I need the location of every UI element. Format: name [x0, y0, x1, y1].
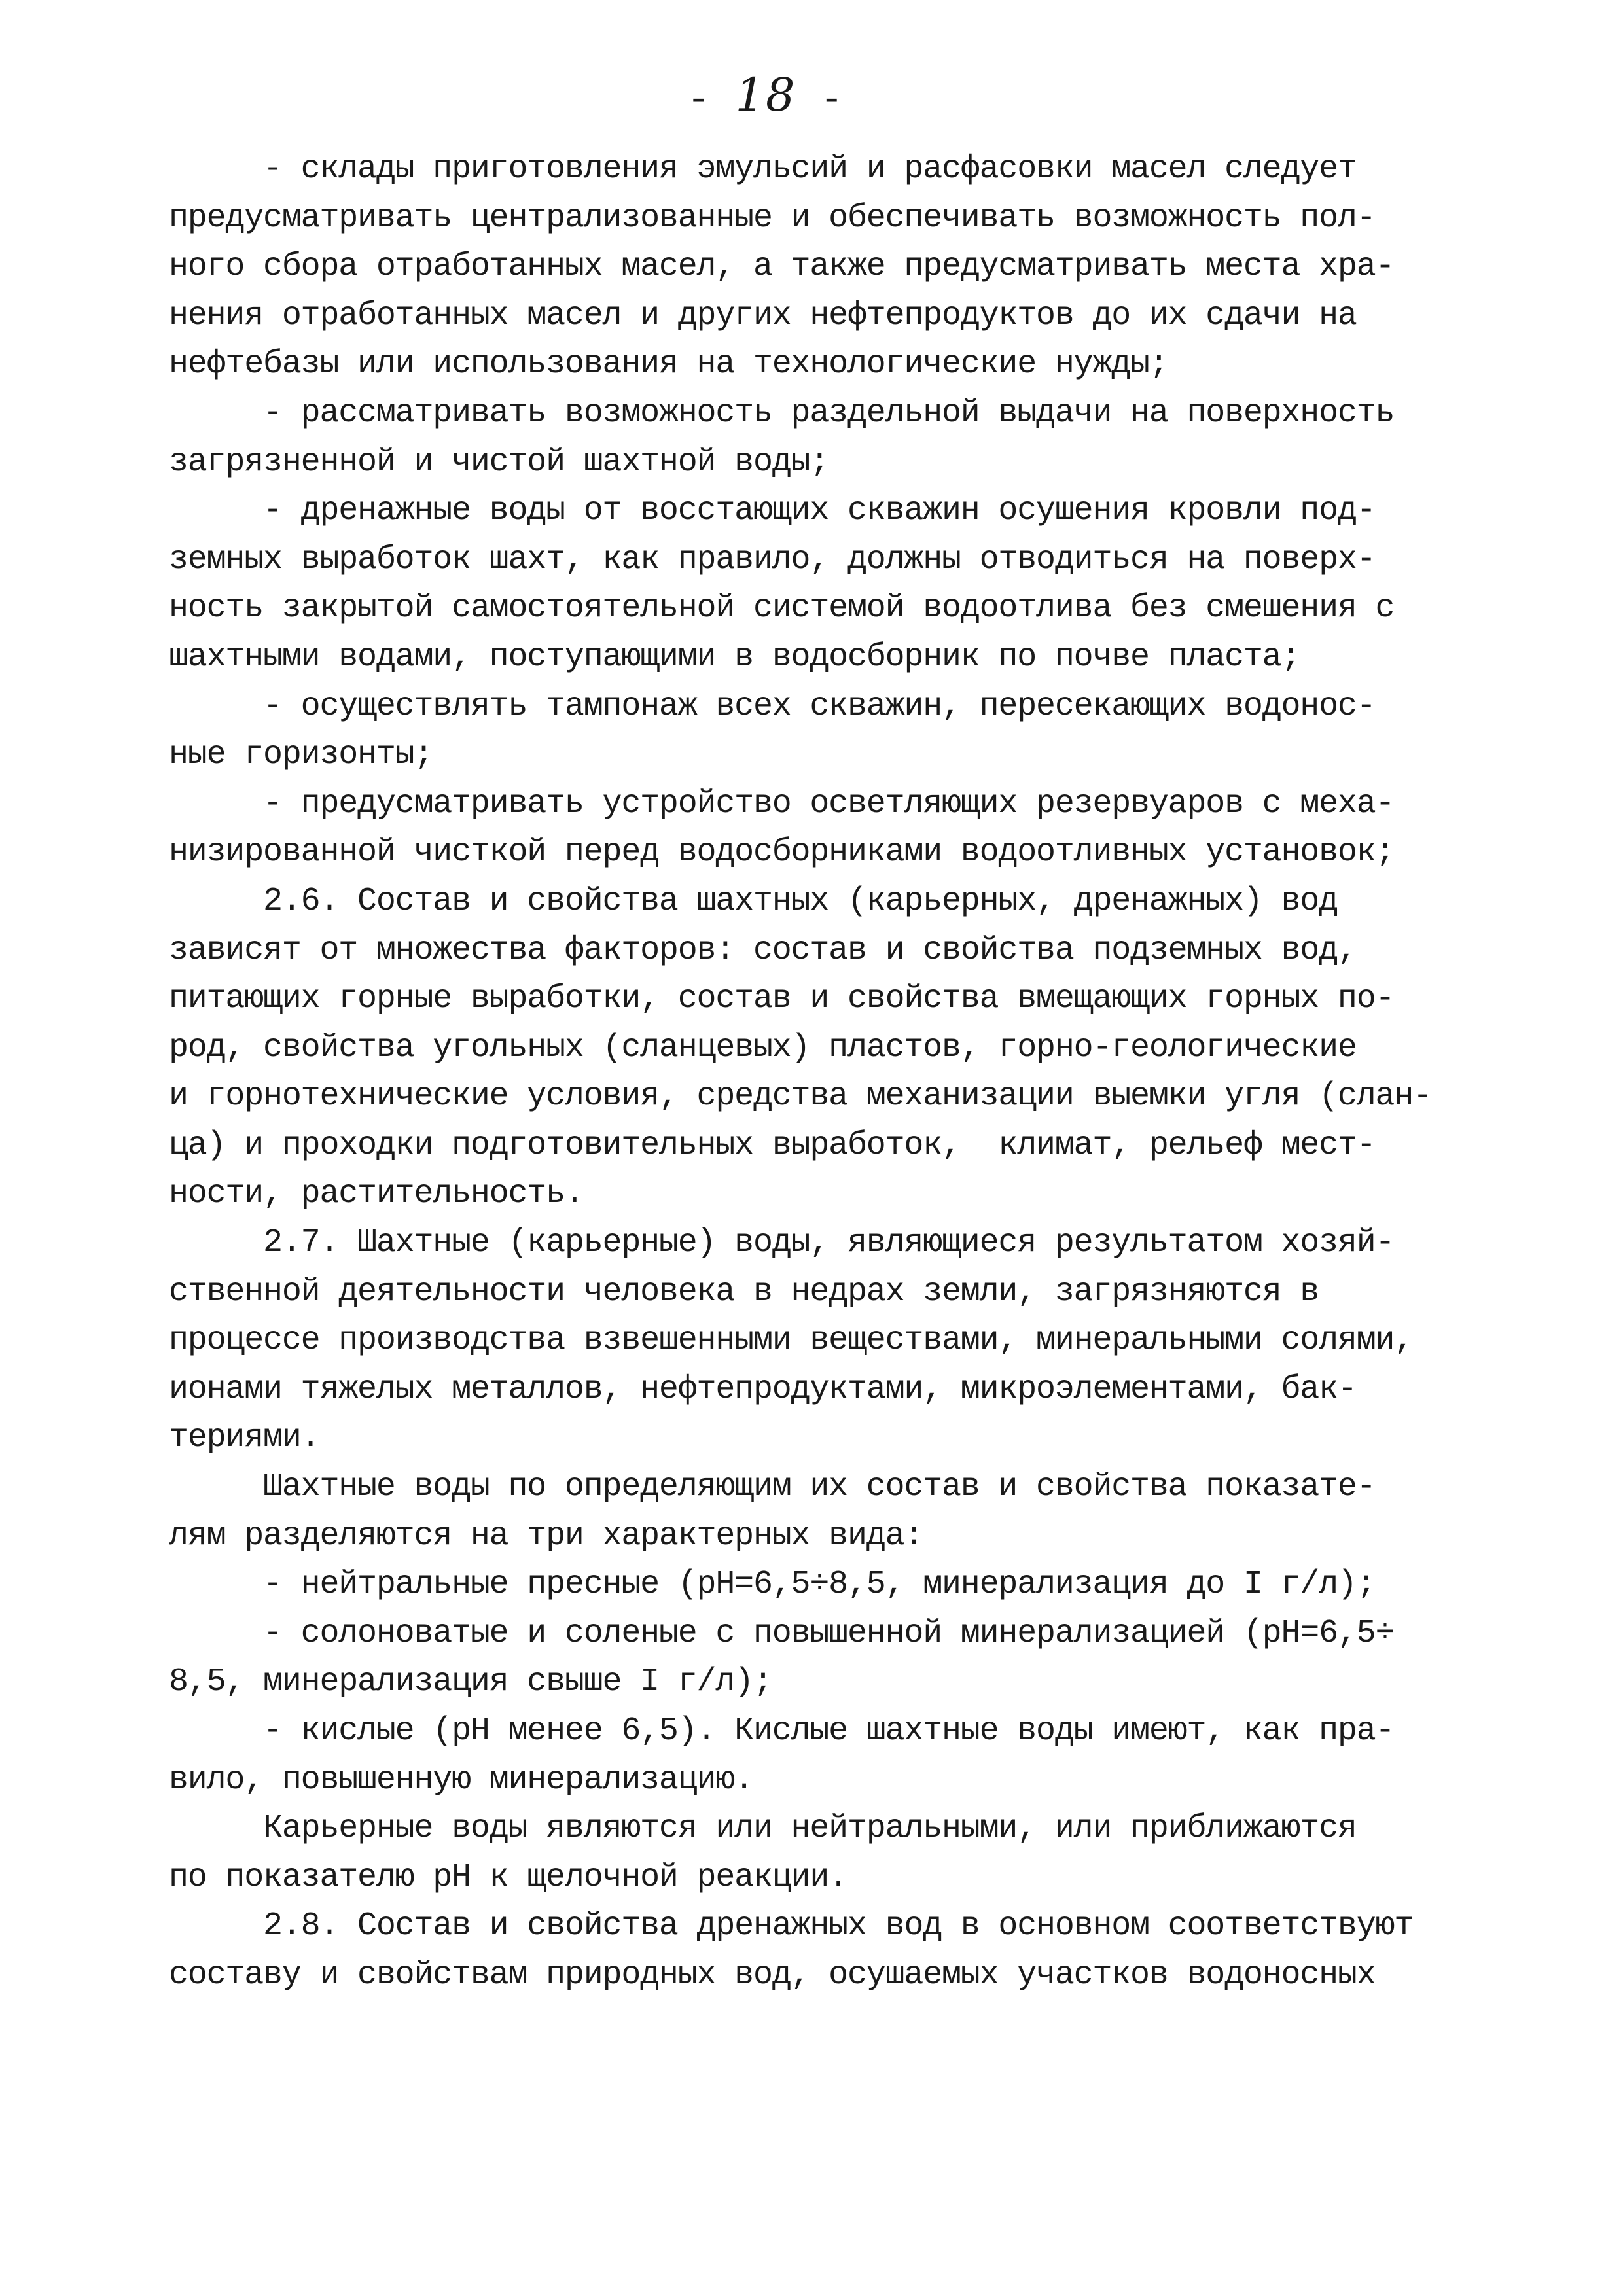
text-line: - склады приготовления эмульсий и расфасовки масел следует [169, 150, 1357, 188]
text-line: - предусматривать устройство осветляющих резервуаров с меха- [169, 785, 1395, 822]
text-line: нефтебазы или использования на технологические нужды; [169, 345, 1168, 383]
text-line: - солоноватые и соленые с повышенной минерализацией (рН=6,5÷ [169, 1614, 1395, 1652]
page-number [654, 69, 877, 128]
text-line: 8,5, минерализация свыше I г/л); [169, 1663, 772, 1701]
text-line: зависят от множества факторов: состав и свойства подземных вод, [169, 931, 1357, 969]
text-line: загрязненной и чистой шахтной воды; [169, 443, 829, 481]
text-line: ные горизонты; [169, 736, 433, 774]
text-line: составу и свойствам природных вод, осушаемых участков водоносных [169, 1956, 1376, 1994]
text-line: питающих горные выработки, состав и свойства вмещающих горных по- [169, 980, 1395, 1018]
text-line: род, свойства угольных (сланцевых) пластов, горно-геологические [169, 1029, 1357, 1067]
text-line: - кислые (рН менее 6,5). Кислые шахтные воды имеют, как пра- [169, 1712, 1395, 1750]
text-line: 2.7. Шахтные (карьерные) воды, являющиеся результатом хозяй- [169, 1224, 1395, 1262]
text-line: - нейтральные пресные (рН=6,5÷8,5, минерализация до I г/л); [169, 1566, 1376, 1604]
text-line: и горнотехнические условия, средства механизации выемки угля (слан- [169, 1078, 1432, 1116]
text-line: нения отработанных масел и других нефтепродуктов до их сдачи на [169, 296, 1357, 334]
page-number-value: 18 [735, 68, 796, 122]
text-line: лям разделяются на три характерных вида: [169, 1517, 923, 1555]
text-line: Шахтные воды по определяющим их состав и свойства показате- [169, 1468, 1376, 1506]
text-line: ственной деятельности человека в недрах земли, загрязняются в [169, 1273, 1319, 1311]
text-line: ца) и проходки подготовительных выработок, климат, рельеф мест- [169, 1126, 1376, 1164]
text-line: шахтными водами, поступающими в водосборник по почве пласта; [169, 638, 1300, 676]
text-line: процессе производства взвешенными веществами, минеральными солями, [169, 1322, 1414, 1360]
text-line: - дренажные воды от восстающих скважин осушения кровли под- [169, 492, 1376, 530]
text-line: териями. [169, 1419, 320, 1457]
text-line: ности, растительность. [169, 1175, 584, 1213]
text-line: - рассматривать возможность раздельной выдачи на поверхность [169, 394, 1395, 432]
page-number-dash-right: - [820, 80, 845, 122]
text-line: - осуществлять тампонаж всех скважин, пересекающих водонос- [169, 687, 1376, 725]
page-number-dash-left: - [687, 80, 711, 122]
text-line: 2.6. Состав и свойства шахтных (карьерных, дренажных) вод [169, 882, 1338, 920]
text-line: вило, повышенную минерализацию. [169, 1761, 753, 1799]
text-line: по показателю рН к щелочной реакции. [169, 1858, 847, 1896]
text-line: ного сбора отработанных масел, а также предусматривать места хра- [169, 248, 1395, 286]
text-line: предусматривать централизованные и обеспечивать возможность пол- [169, 199, 1376, 237]
text-line: 2.8. Состав и свойства дренажных вод в основном соответствуют [169, 1907, 1414, 1945]
body-text [169, 145, 1504, 2000]
text-line: Карьерные воды являются или нейтральными, или приближаются [169, 1810, 1357, 1848]
text-line: ность закрытой самостоятельной системой водоотлива без смешения с [169, 590, 1395, 627]
text-line: ионами тяжелых металлов, нефтепродуктами, микроэлементами, бак- [169, 1370, 1357, 1408]
text-line: низированной чисткой перед водосборниками водоотливных установок; [169, 834, 1395, 872]
text-line: земных выработок шахт, как правило, должны отводиться на поверх- [169, 540, 1376, 578]
